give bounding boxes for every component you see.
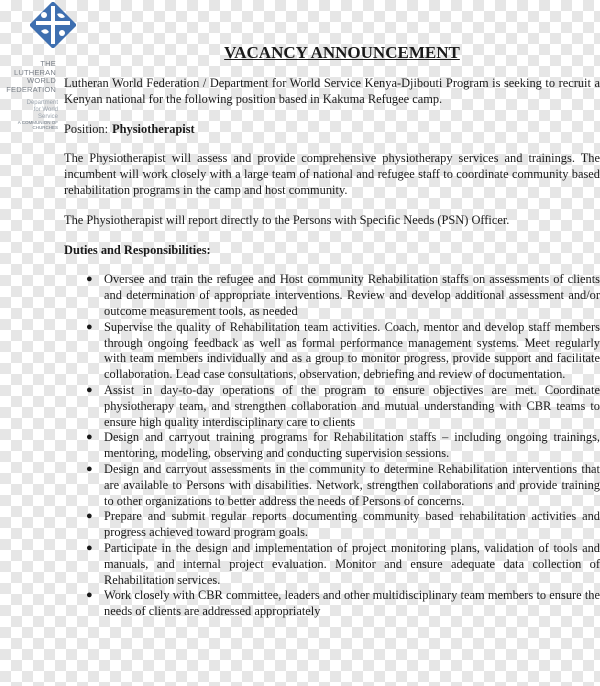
position-value: Physiotherapist bbox=[112, 121, 195, 136]
logo-line: FEDERATION bbox=[6, 84, 56, 94]
duty-item bbox=[64, 430, 600, 462]
duty-item bbox=[64, 462, 600, 509]
duty-text: Assist in day-to-day operations of the program to ensure objectives are met. Coordinate physiotherapy team, and strengthen collaboration and mutual understanding with CBR teams to ensure high quality interdisciplinary care to clients bbox=[104, 382, 600, 429]
duty-text: Prepare and submit regular reports documenting community based rehabilitation activities and progress achieved toward program goals. bbox=[104, 509, 600, 540]
logo-department bbox=[8, 100, 58, 121]
duties-list bbox=[64, 272, 600, 620]
duty-item bbox=[64, 509, 600, 541]
logo-line: WORLD bbox=[27, 76, 56, 86]
duty-text: Oversee and train the refugee and Host community Rehabilitation staffs on assessments of clients and determination of appropriate interventions. Review and develop additional assessment and/or outcome measurement tools, as needed bbox=[104, 272, 600, 318]
vacancy-document bbox=[64, 42, 600, 620]
logo-line: THE bbox=[40, 59, 56, 68]
position-label: Position: bbox=[64, 121, 109, 136]
position-line bbox=[64, 122, 600, 138]
bullet-icon: ● bbox=[86, 320, 93, 333]
duty-item bbox=[64, 320, 600, 383]
duty-text: Participate in the design and implementation of project monitoring plans, validation of tools and manuals, and internal project evaluation. Monitor and ensure adequate data collection of Rehabilitation services. bbox=[104, 540, 600, 587]
reporting-paragraph: The Physiotherapist will report directly to the Persons with Specific Needs (PSN) Officer. bbox=[64, 212, 510, 227]
bullet-icon: ● bbox=[86, 383, 93, 396]
summary-paragraph: The Physiotherapist will assess and provide comprehensive physiotherapy services and trainings. The incumbent will work closely with a large team of national and refugee staff to coordinate community based rehabilitation programs in the camp and host community. bbox=[64, 151, 600, 197]
bullet-icon: ● bbox=[86, 589, 93, 602]
duty-item bbox=[64, 588, 600, 620]
bullet-icon: ● bbox=[86, 273, 93, 286]
duty-text: Supervise the quality of Rehabilitation team activities. Coach, mentor and develop staff members through ongoing feedback as well as formal performance management systems. Meet regularly with team members individually and as a group to monitor progress, provide support and facilitate collaboration. Lead case consultations, observation, debriefing and review of documentation. bbox=[104, 319, 600, 382]
logo-tagline: A COMMUNION OF CHURCHES bbox=[17, 120, 58, 130]
duty-text: Work closely with CBR committee, leaders and other multidisciplinary team members to ensure the needs of clients are addressed appropriately bbox=[104, 588, 600, 619]
bullet-icon: ● bbox=[86, 541, 93, 554]
bullet-icon: ● bbox=[86, 462, 93, 475]
document-title: VACANCY ANNOUNCEMENT bbox=[224, 43, 460, 62]
duty-item bbox=[64, 272, 600, 319]
duty-item bbox=[64, 541, 600, 588]
intro-paragraph: Lutheran World Federation / Department for World Service Kenya-Djibouti Program is seeking to recruit a Kenyan national for the following position based in Kakuma Refugee camp. bbox=[64, 76, 600, 106]
duty-text: Design and carryout training programs for Rehabilitation staffs – including ongoing trainings, mentoring, modeling, observing and conducting supervision sessions. bbox=[104, 430, 600, 461]
logo-org-name bbox=[0, 60, 56, 94]
logo-sub-line: for World bbox=[33, 107, 58, 113]
logo-sub-line: Service bbox=[37, 114, 58, 120]
duties-heading: Duties and Responsibilities: bbox=[64, 242, 211, 257]
logo-line: LUTHERAN bbox=[13, 67, 56, 77]
logo-sub-line: Department bbox=[26, 100, 58, 106]
bullet-icon: ● bbox=[86, 510, 93, 523]
duty-item bbox=[64, 383, 600, 430]
bullet-icon: ● bbox=[86, 431, 93, 444]
duty-text: Design and carryout assessments in the community to determine Rehabilitation interventions that are available to Persons with disabilities. Network, strengthen collaborations and provide training to other organizations to better address the needs of Persons of concerns. bbox=[104, 461, 600, 508]
